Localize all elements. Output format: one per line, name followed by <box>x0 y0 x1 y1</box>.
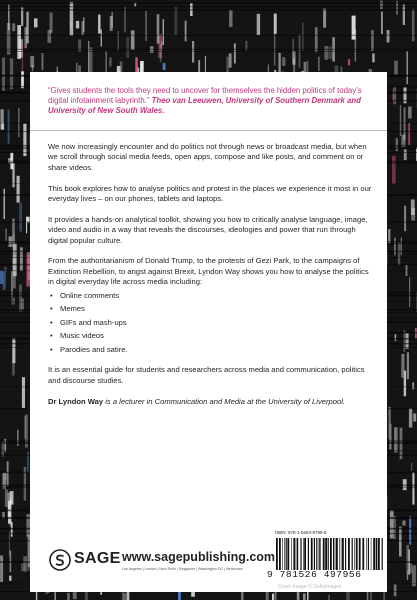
barcode-icon <box>274 538 386 570</box>
publisher-url: www.sagepublishing.com <box>122 550 276 564</box>
author-bio: Dr Lyndon Way is a lecturer in Communication and Media at the University of Liverpool. <box>48 396 345 406</box>
publisher-logo: SAGE <box>74 550 121 567</box>
blurb-paragraph: This book explores how to analyse politics and protest in the places we experience it most in our everyday lives – on our phones, tablets and laptops. <box>48 183 372 204</box>
endorsement <box>30 72 387 126</box>
list-item: • Memes <box>48 304 374 314</box>
endorsement-attribution: Theo van Leeuwen, University of Southern Denmark and University of New South Wales. <box>48 96 361 116</box>
list-item: • Parodies and satire. <box>48 345 374 355</box>
divider <box>30 130 387 131</box>
barcode-digits: 9 781526 497956 <box>267 569 362 580</box>
blurb-paragraph: From the authoritarianism of Donald Trump, to the protests of Gezi Park, to the campaigns of Extinction Rebellion, to angst against Brexit, Lyndon Way shows you how to analyse the politics in digital everyday life across media including: <box>48 256 369 287</box>
blurb <box>48 142 374 417</box>
blurb-paragraph: We now increasingly encounter and do politics not through news or broadcast media, but when we scroll through social media feeds, open apps, compose and like posts, and comment on or share videos. <box>48 142 367 172</box>
back-cover-panel <box>30 72 387 530</box>
publisher-cities: Los Angeles | London | New Delhi | Singapore | Washington DC | Melbourne <box>122 567 244 571</box>
author-name: Dr Lyndon Way <box>48 396 104 406</box>
publisher-footer <box>30 530 387 592</box>
endorsement-quote: “Gives students the tools they need to uncover for themselves the hidden politics of today’s digital infotainment labyrinth.” Theo van Leeuwen, University of Southern Denmark and University of New South Wales. <box>48 86 362 116</box>
blurb-paragraph: It is an essential guide for students and researchers across media and communication, politics and discourse studies. <box>48 365 365 385</box>
list-item: • Online comments <box>48 291 374 301</box>
isbn: ISBN: 978-1-5264-9795-6 <box>275 530 327 535</box>
list-item: • GIFs and mash-ups <box>48 318 374 328</box>
list-item: • Music videos <box>48 331 374 341</box>
image-credit: Cover Image © GettyImages <box>278 584 342 590</box>
sage-logo-icon <box>49 549 71 571</box>
blurb-paragraph: It provides a hands-on analytical toolkit, showing you how to critically analyse language, image, video and audio in a way that reveals the discourses, ideologies and power that run through digital popular culture. <box>48 214 368 245</box>
media-list <box>48 291 374 355</box>
